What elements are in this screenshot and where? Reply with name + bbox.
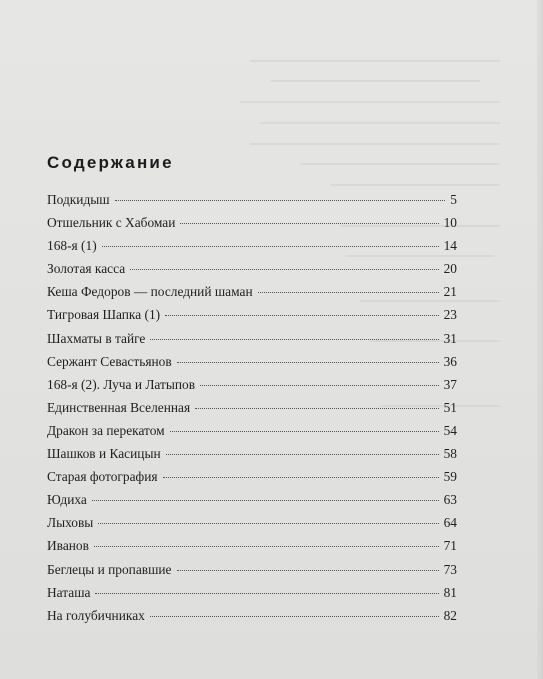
toc-entry-title: На голубичниках — [47, 607, 145, 623]
toc-entry-title: Старая фотография — [47, 469, 158, 485]
show-through-line — [250, 60, 500, 62]
dot-leader — [180, 223, 438, 224]
dot-leader — [166, 454, 439, 455]
toc-entry-title: Подкидыш — [47, 192, 110, 207]
toc-entry — [47, 303, 457, 326]
toc-entry-page-number: 82 — [443, 607, 457, 623]
page-edge-shadow — [537, 0, 543, 679]
toc-entry-page-number: 20 — [443, 261, 457, 277]
toc-entry — [47, 257, 457, 280]
toc-entry-title: Лыховы — [47, 515, 94, 531]
toc-entry-page-number: 14 — [443, 238, 457, 254]
toc-entry-page-number: 64 — [443, 515, 457, 531]
dot-leader — [177, 570, 439, 571]
dot-leader — [150, 339, 438, 340]
toc-entry — [47, 327, 457, 350]
toc-entry — [47, 534, 457, 557]
toc-entry-title: Тигровая Шапка (1) — [47, 307, 161, 323]
toc-entry-page-number: 10 — [443, 215, 457, 231]
toc-entry-title: Шахматы в тайге — [47, 330, 146, 346]
toc-entry — [47, 188, 457, 211]
toc-entry-page-number: 58 — [443, 446, 457, 462]
toc-entry-title: Беглецы и пропавшие — [47, 561, 172, 577]
toc-entry-title: Юдиха — [47, 492, 87, 508]
show-through-line — [240, 101, 500, 103]
toc-entry — [47, 373, 457, 396]
show-through-line — [270, 80, 480, 82]
toc-entry-page-number: 54 — [443, 422, 457, 438]
toc-entry — [47, 511, 457, 534]
dot-leader — [258, 292, 439, 293]
toc-entry-page-number: 21 — [443, 284, 457, 300]
toc-entry-title: Шашков и Касицын — [47, 446, 161, 462]
toc-entry-title: Золотая касса — [47, 261, 126, 277]
toc-entry-title: Наташа — [47, 584, 91, 600]
toc-entry-page-number: 81 — [443, 584, 457, 600]
toc-entry-title: Иванов — [47, 538, 89, 554]
toc-entry-title: Дракон за перекатом — [47, 422, 165, 438]
show-through-line — [300, 163, 500, 165]
dot-leader — [115, 200, 446, 201]
dot-leader — [165, 315, 438, 316]
toc-entry-page-number: 36 — [443, 353, 457, 369]
toc-entry — [47, 604, 457, 627]
dot-leader — [150, 616, 439, 617]
dot-leader — [170, 431, 439, 432]
toc-entry-title: Кеша Федоров — последний шаман — [47, 284, 253, 300]
toc-entry — [47, 465, 457, 488]
toc-entry-page-number: 71 — [443, 538, 457, 554]
toc-entry-title: Отшельник с Хабомаи — [47, 215, 176, 231]
toc-entry-title: Единственная Вселенная — [47, 399, 191, 415]
toc-entry — [47, 350, 457, 373]
dot-leader — [102, 246, 439, 247]
toc-entry-title: 168-я (2). Луча и Латыпов — [47, 376, 196, 392]
toc-entry-page-number: 37 — [443, 376, 457, 392]
dot-leader — [195, 408, 438, 409]
dot-leader — [95, 593, 438, 594]
dot-leader — [163, 477, 439, 478]
dot-leader — [130, 269, 438, 270]
toc-entry-page-number: 31 — [443, 330, 457, 346]
toc-entry — [47, 442, 457, 465]
toc-entry-page-number: 59 — [443, 469, 457, 485]
toc-entry-title: 168-я (1) — [47, 238, 97, 254]
toc-entry-page-number: 73 — [443, 561, 457, 577]
toc-entry-page-number: 63 — [443, 492, 457, 508]
dot-leader — [94, 546, 439, 547]
dot-leader — [98, 523, 438, 524]
show-through-line — [250, 143, 500, 145]
toc-entry — [47, 280, 457, 303]
toc-entry — [47, 419, 457, 442]
dot-leader — [200, 385, 439, 386]
toc-entry — [47, 211, 457, 234]
dot-leader — [92, 500, 439, 501]
toc-heading: Содержание — [47, 153, 174, 172]
toc-entry — [47, 581, 457, 604]
show-through-line — [260, 122, 500, 124]
toc-entry — [47, 488, 457, 511]
toc-entry — [47, 558, 457, 581]
toc-entry-title: Сержант Севастьянов — [47, 353, 172, 369]
toc-entry-page-number: 23 — [443, 307, 457, 323]
show-through-line — [330, 184, 500, 186]
toc-list — [47, 188, 457, 627]
toc-entry-page-number: 51 — [443, 399, 457, 415]
toc-entry-page-number: 5 — [450, 192, 457, 207]
toc-entry — [47, 234, 457, 257]
dot-leader — [177, 362, 439, 363]
toc-entry — [47, 396, 457, 419]
